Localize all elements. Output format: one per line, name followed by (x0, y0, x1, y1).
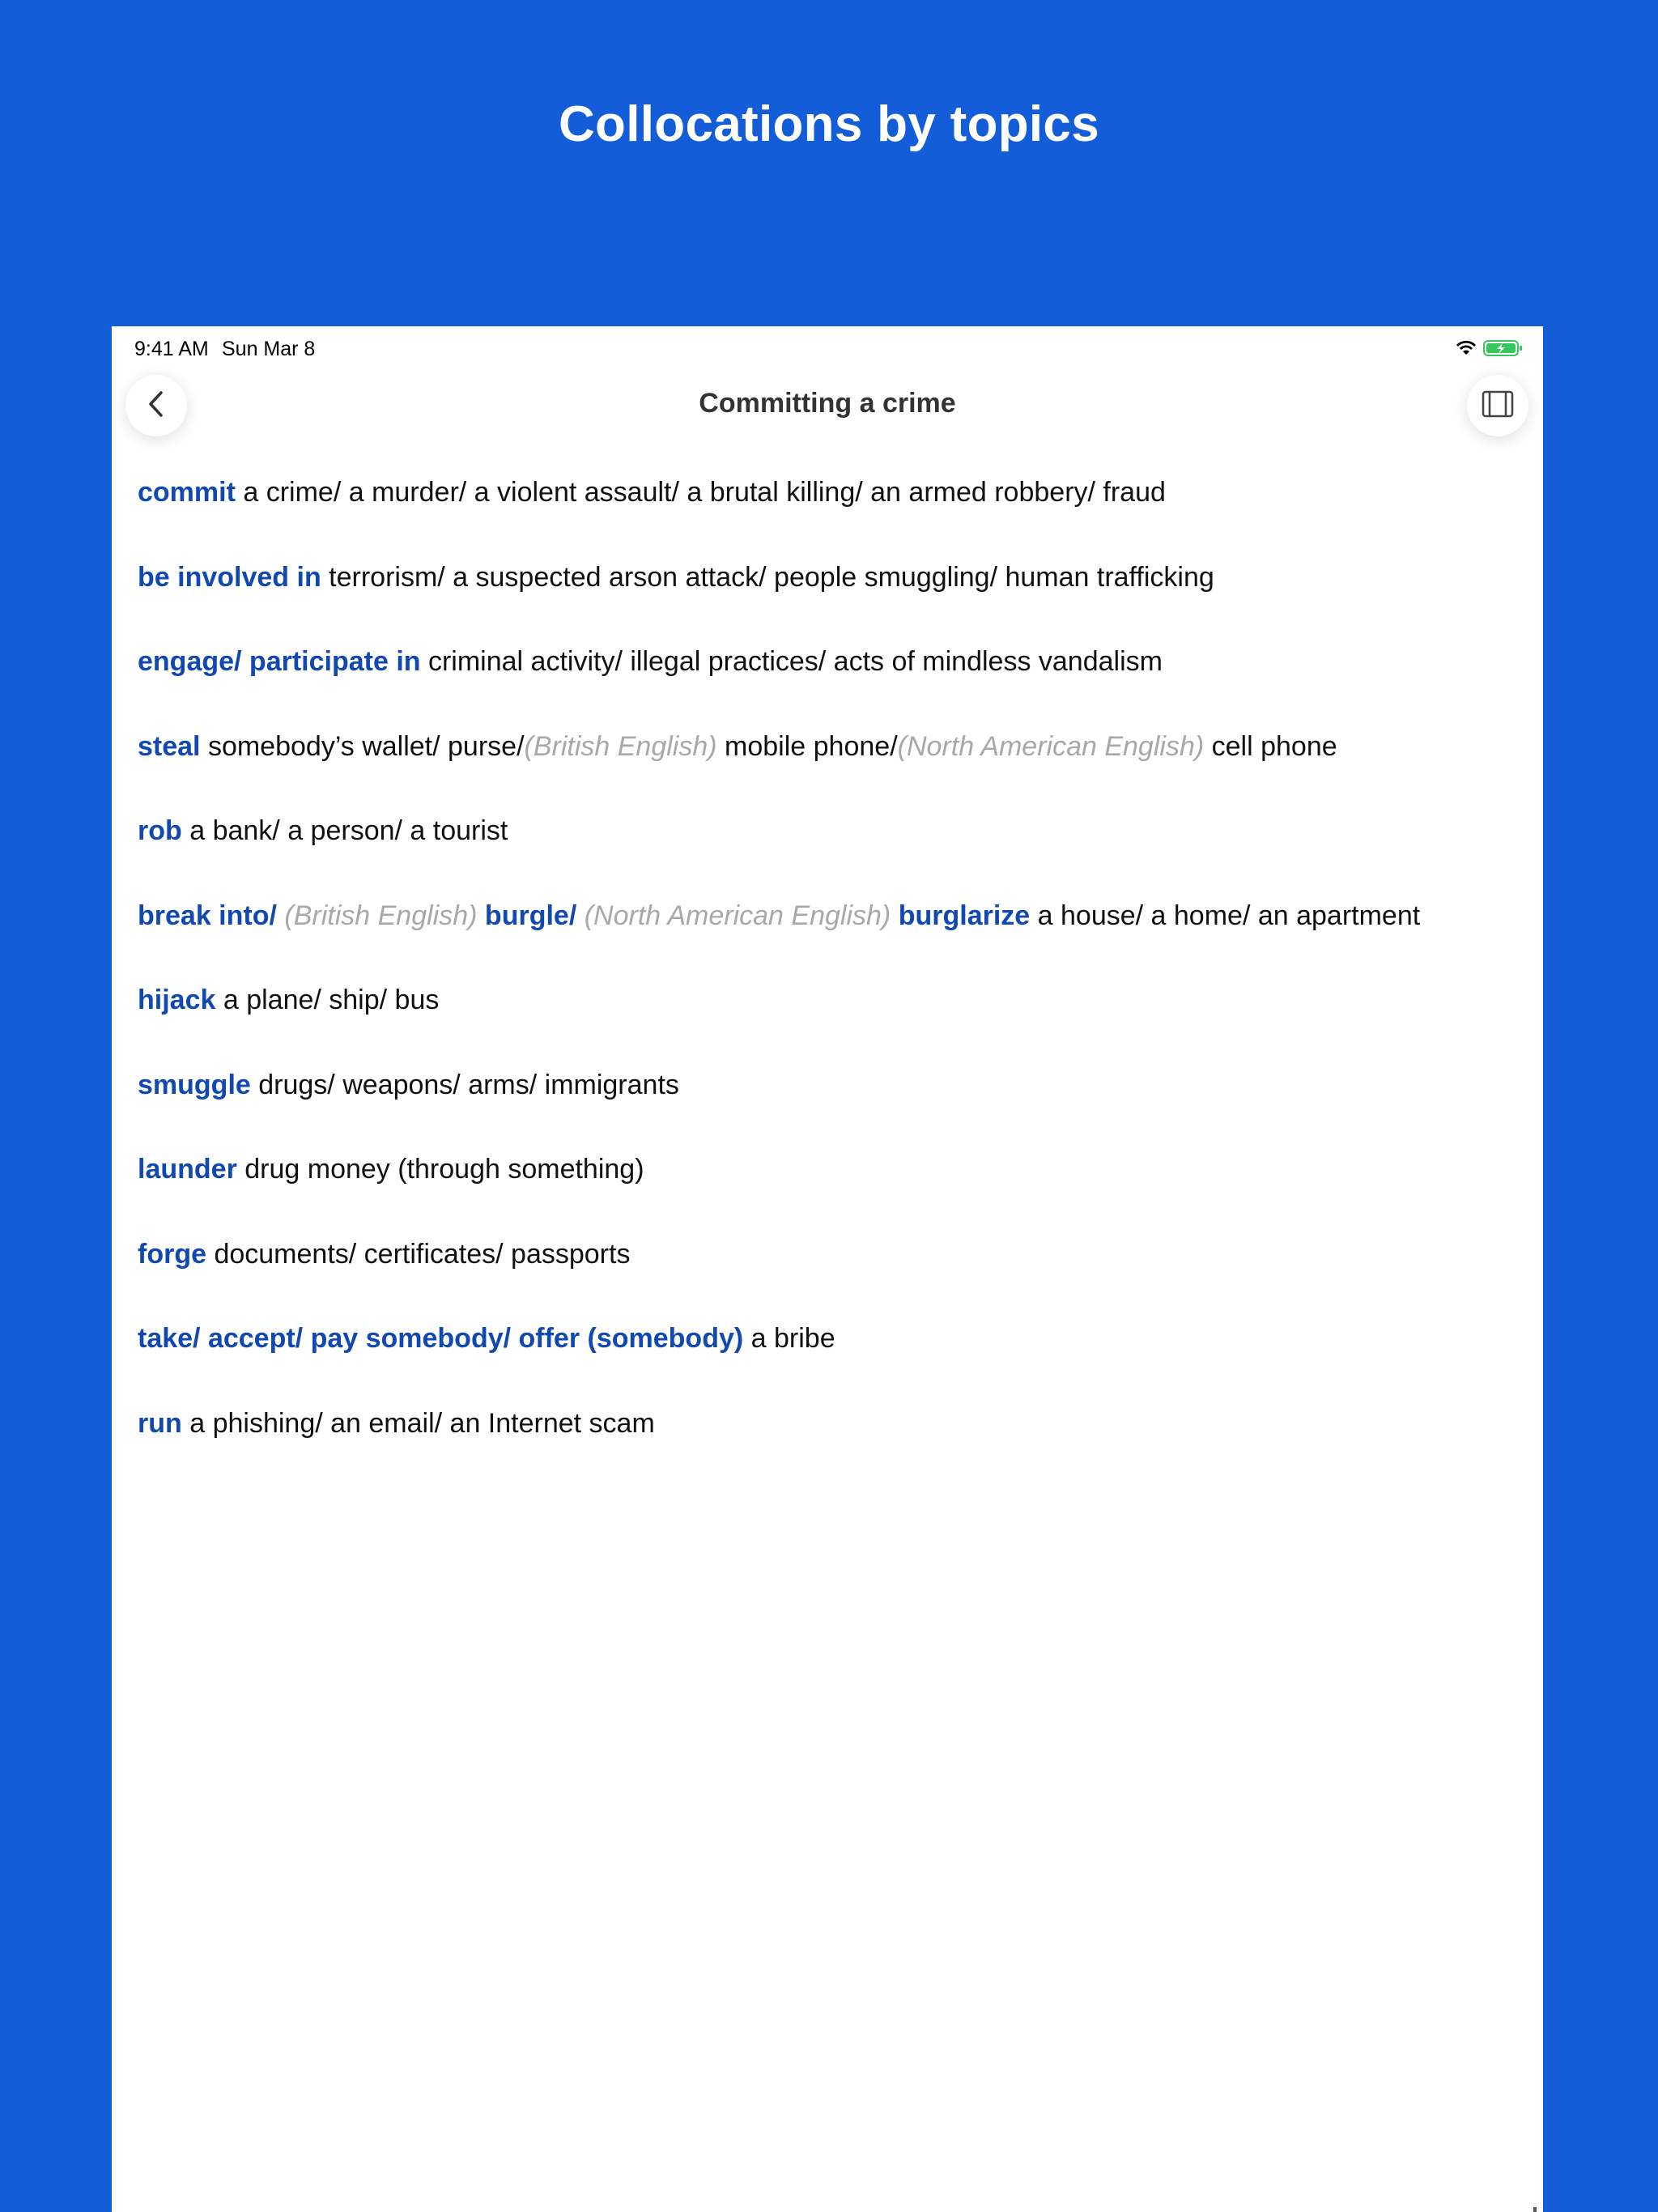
entry-verb: smuggle (138, 1069, 251, 1100)
collocation-entry (138, 468, 1522, 517)
status-bar (112, 326, 1543, 372)
entry-text: drugs/ weapons/ arms/ immigrants (250, 1069, 679, 1100)
entry-verb: take/ accept/ pay somebody/ offer (somebody) (138, 1323, 744, 1354)
entry-text: a house/ a home/ an apartment (1030, 900, 1421, 931)
entry-verb: rob (138, 815, 182, 846)
entry-verb: engage/ participate in (138, 646, 421, 677)
collocation-entry (138, 1230, 1522, 1278)
sidebar-toggle-button[interactable] (1467, 375, 1528, 436)
sidebar-panel-icon (1482, 390, 1514, 422)
collocation-entry (138, 806, 1522, 855)
entry-text: drug money (through something) (236, 1154, 644, 1185)
entry-note: (British English) (284, 900, 478, 931)
battery-charging-icon (1483, 339, 1524, 357)
collocation-entry (138, 1061, 1522, 1109)
entry-note: (British English) (524, 730, 717, 762)
entry-text: a crime/ a murder/ a violent assault/ a brutal killing/ an armed robbery/ fraud (235, 477, 1166, 508)
collocation-entry (138, 976, 1522, 1024)
collocation-entry (138, 1314, 1522, 1363)
navigation-bar (112, 372, 1543, 436)
collocation-entry (138, 1399, 1522, 1448)
entry-text: cell phone (1204, 730, 1337, 762)
entry-text: a phishing/ an email/ an Internet scam (181, 1407, 655, 1439)
collocation-list (138, 468, 1522, 1483)
collocation-entry (138, 553, 1522, 602)
entry-text: criminal activity/ illegal practices/ acts of mindless vandalism (420, 646, 1163, 677)
entry-text (576, 900, 584, 931)
promo-title: Collocations by topics (558, 96, 1099, 152)
entry-text: a bribe (743, 1323, 835, 1354)
entry-text (891, 900, 898, 931)
entry-text: a bank/ a person/ a tourist (181, 815, 508, 846)
entry-text (477, 900, 484, 931)
collocation-entry (138, 1145, 1522, 1193)
entry-verb: burglarize (898, 900, 1031, 931)
entry-text: documents/ certificates/ passports (206, 1238, 631, 1270)
entry-verb: forge (138, 1238, 206, 1270)
entry-text (277, 900, 284, 931)
status-date: Sun Mar 8 (222, 338, 316, 360)
entry-verb: launder (138, 1154, 237, 1185)
collocation-entry (138, 891, 1522, 940)
wifi-icon (1454, 339, 1478, 357)
collocation-entry (138, 637, 1522, 686)
entry-note: (North American English) (584, 900, 891, 931)
entry-verb: hijack (138, 985, 216, 1015)
page-title: Committing a crime (699, 388, 956, 419)
entry-text: terrorism/ a suspected arson attack/ people smuggling/ human trafficking (321, 561, 1214, 593)
collocation-entry (138, 722, 1522, 771)
device-screen (112, 326, 1543, 2212)
entry-verb: steal (138, 730, 201, 762)
entry-text: a plane/ ship/ bus (215, 985, 440, 1015)
scroll-indicator (1533, 2207, 1537, 2212)
entry-verb: be involved in (138, 561, 321, 593)
entry-verb: commit (138, 477, 236, 508)
status-time: 9:41 AM (134, 338, 209, 360)
entry-text: mobile phone/ (716, 730, 898, 762)
entry-verb: burgle/ (484, 900, 577, 931)
entry-verb: run (138, 1407, 182, 1439)
entry-verb: break into/ (138, 900, 277, 931)
entry-note: (North American English) (897, 730, 1205, 762)
entry-text: somebody’s wallet/ purse/ (200, 730, 525, 762)
